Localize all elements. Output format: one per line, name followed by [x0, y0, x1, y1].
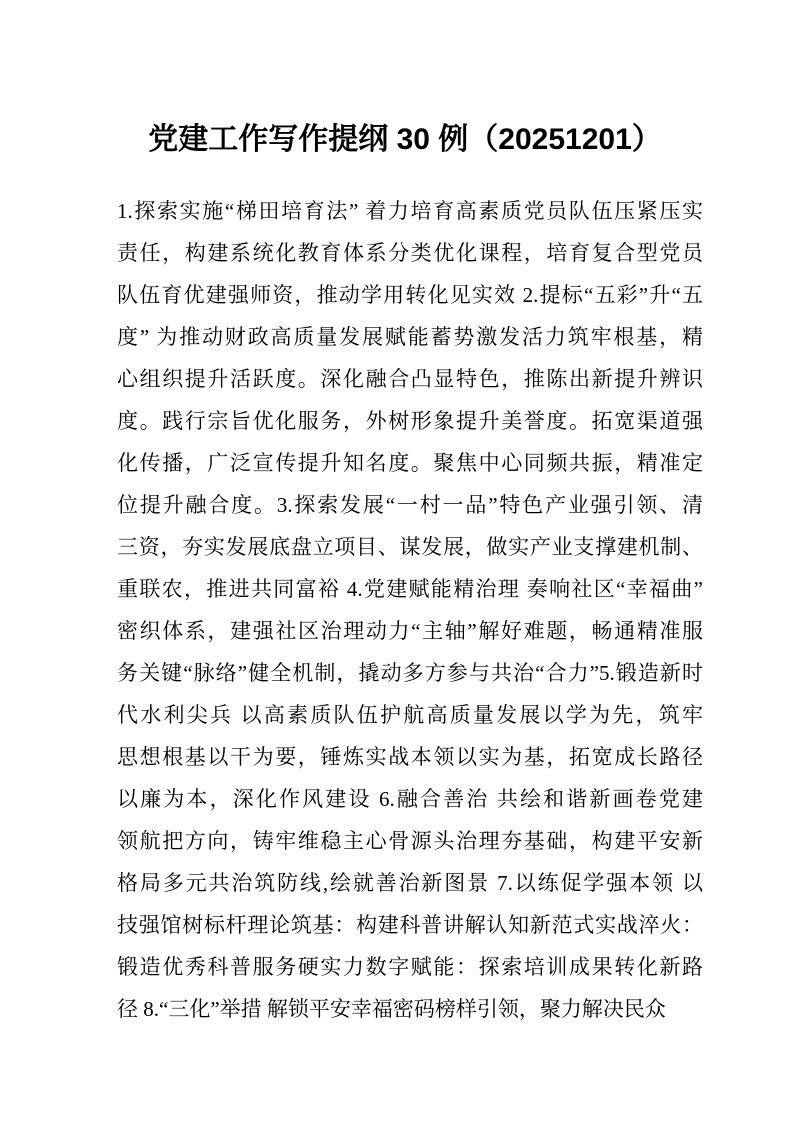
body-line-8: 位提升融合度。3.探索发展“一村一品”特色产业强引领、清 — [117, 493, 703, 517]
body-line-6: 度。践行宗旨优化服务，外树形象提升美誉度。拓宽渠道强 — [117, 409, 703, 433]
body-line-13: 代水利尖兵 以高素质队伍护航高质量发展以学为先，筑牢 — [117, 703, 703, 727]
body-line-18: 技强馆树标杆理论筑基：构建科普讲解认知新范式实战淬火： — [117, 913, 703, 937]
body-line-12: 务关键“脉络”健全机制，撬动多方参与共治“合力”5.锻造新时 — [117, 661, 703, 685]
body-line-3: 队伍育优建强师资，推动学用转化见实效 2.提标“五彩”升“五 — [117, 283, 703, 307]
body-line-1: 1.探索实施“梯田培育法” 着力培育高素质党员队伍压紧压实 — [117, 199, 703, 223]
page-title: 党建工作写作提纲 30 例（20251201） — [148, 123, 662, 156]
body-line-20: 径 8.“三化”举措 解锁平安幸福密码榜样引领，聚力解决民众 — [117, 997, 666, 1021]
body-line-5: 心组织提升活跃度。深化融合凸显特色，推陈出新提升辨识 — [117, 367, 703, 391]
body-line-11: 密织体系，建强社区治理动力“主轴”解好难题，畅通精准服 — [117, 619, 703, 643]
body-paragraph — [117, 190, 703, 1030]
body-line-7: 化传播，广泛宣传提升知名度。聚焦中心同频共振，精准定 — [117, 451, 703, 475]
body-line-10: 重联农，推进共同富裕 4.党建赋能精治理 奏响社区“幸福曲” — [117, 577, 703, 601]
body-line-14: 思想根基以干为要，锤炼实战本领以实为基，拓宽成长路径 — [117, 745, 703, 769]
body-line-17: 格局多元共治筑防线,绘就善治新图景 7.以练促学强本领 以 — [117, 871, 703, 895]
body-line-4: 度” 为推动财政高质量发展赋能蓄势激发活力筑牢根基，精 — [117, 325, 703, 349]
body-line-9: 三资，夯实发展底盘立项目、谋发展，做实产业支撑建机制、 — [117, 535, 703, 559]
body-line-16: 领航把方向，铸牢维稳主心骨源头治理夯基础，构建平安新 — [117, 829, 703, 853]
body-line-19: 锻造优秀科普服务硬实力数字赋能：探索培训成果转化新路 — [117, 955, 703, 979]
body-line-15: 以廉为本，深化作风建设 6.融合善治 共绘和谐新画卷党建 — [117, 787, 703, 811]
body-line-2: 责任，构建系统化教育体系分类优化课程，培育复合型党员 — [117, 241, 703, 265]
